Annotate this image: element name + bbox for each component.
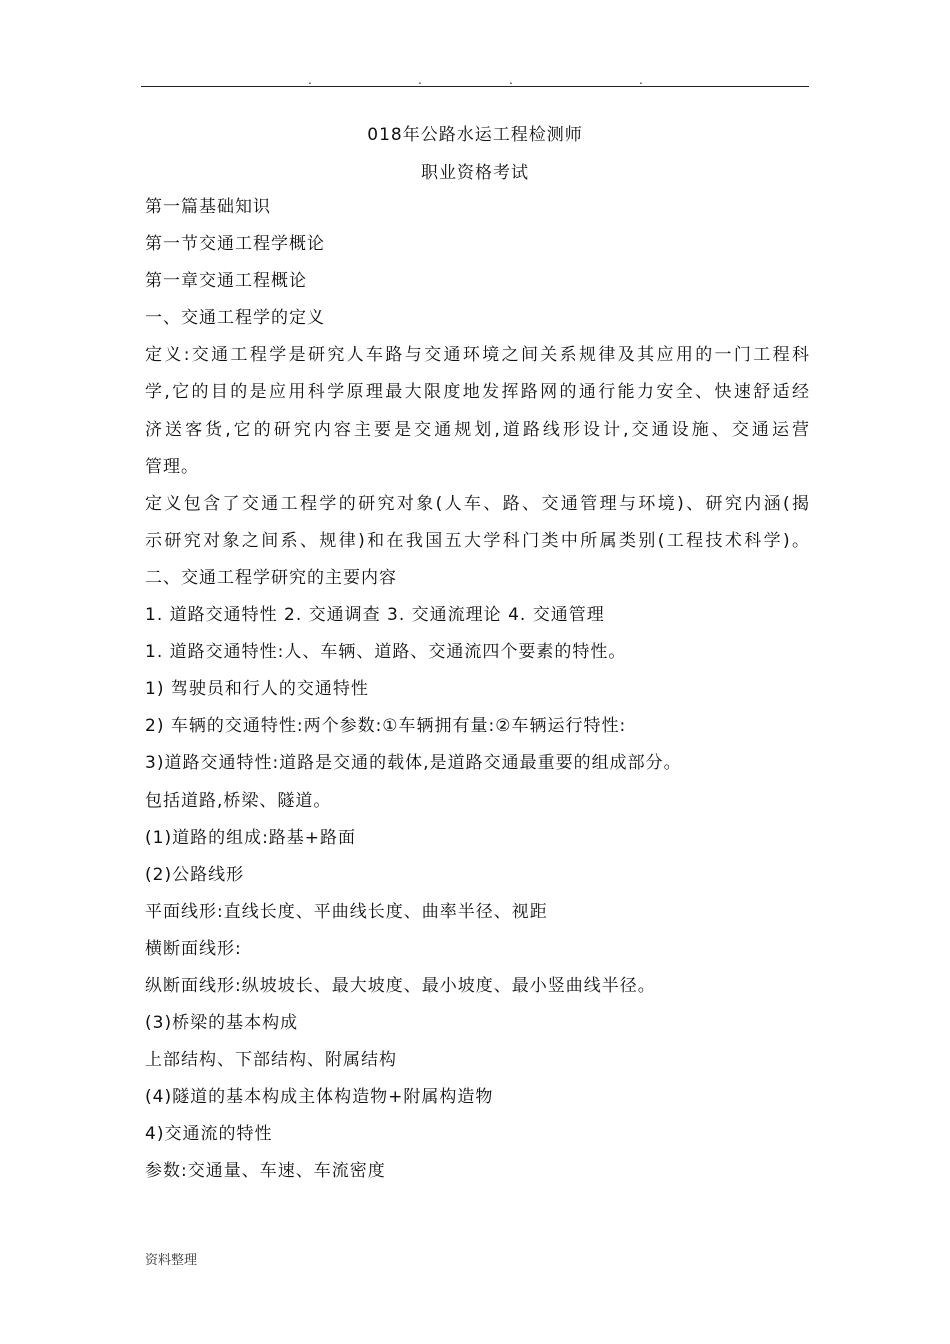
list-line: 纵断面线形:纵坡坡长、最大坡度、最小坡度、最小竖曲线半径。 bbox=[145, 975, 656, 996]
footer-note: 资料整理 bbox=[145, 1253, 198, 1268]
header-rule bbox=[141, 86, 809, 87]
list-line: 4)交通流的特性 bbox=[145, 1124, 273, 1145]
paragraph-line: 济送客货,它的研究内容主要是交通规划,道路线形设计,交通设施、交通运营 bbox=[145, 419, 810, 440]
list-line: (4)隧道的基本构成主体构造物+附属构造物 bbox=[145, 1087, 494, 1108]
list-line: (2)公路线形 bbox=[145, 864, 245, 885]
header-dot: . bbox=[639, 73, 643, 87]
document-subtitle: 职业资格考试 bbox=[421, 163, 529, 183]
list-line: 3)道路交通特性:道路是交通的载体,是道路交通最重要的组成部分。 bbox=[145, 753, 682, 774]
list-line: 1. 道路交通特性:人、车辆、道路、交通流四个要素的特性。 bbox=[145, 642, 627, 663]
paragraph-line: 示研究对象之间系、规律)和在我国五大学科门类中所属类别(工程技术科学)。 bbox=[145, 530, 810, 551]
heading-content: 二、交通工程学研究的主要内容 bbox=[145, 567, 397, 588]
heading-part: 第一篇基础知识 bbox=[145, 197, 271, 217]
list-line: 包括道路,桥梁、隧道。 bbox=[145, 790, 332, 811]
list-line: 2) 车辆的交通特性:两个参数:①车辆拥有量:②车辆运行特性: bbox=[145, 716, 627, 737]
header-dot: . bbox=[418, 73, 422, 87]
heading-definition: 一、交通工程学的定义 bbox=[145, 308, 325, 329]
heading-chapter: 第一章交通工程概论 bbox=[145, 271, 307, 292]
paragraph-line: 定义包含了交通工程学的研究对象(人车、路、交通管理与环境)、研究内涵(揭 bbox=[145, 493, 810, 514]
list-line: 1. 道路交通特性 2. 交通调查 3. 交通流理论 4. 交通管理 bbox=[145, 605, 605, 626]
header-dot: . bbox=[308, 73, 312, 87]
list-line: (3)桥梁的基本构成 bbox=[145, 1013, 299, 1034]
list-line: 平面线形:直线长度、平曲线长度、曲率半径、视距 bbox=[145, 901, 548, 922]
list-line: (1)道路的组成:路基+路面 bbox=[145, 827, 357, 848]
heading-section: 第一节交通工程学概论 bbox=[145, 234, 325, 255]
document-body bbox=[145, 194, 810, 1196]
list-line: 横断面线形: bbox=[145, 938, 242, 959]
paragraph-line: 定义:交通工程学是研究人车路与交通环境之间关系规律及其应用的一门工程科 bbox=[145, 345, 810, 366]
document-title: 018年公路水运工程检测师 bbox=[367, 125, 583, 145]
list-line: 上部结构、下部结构、附属结构 bbox=[145, 1050, 397, 1071]
list-line: 1) 驾驶员和行人的交通特性 bbox=[145, 679, 369, 700]
paragraph-line: 学,它的目的是应用科学原理最大限度地发挥路网的通行能力安全、快速舒适经 bbox=[145, 382, 810, 403]
list-line: 参数:交通量、车速、车流密度 bbox=[145, 1161, 386, 1182]
paragraph-line: 管理。 bbox=[145, 456, 199, 477]
header-dot: . bbox=[509, 73, 513, 87]
